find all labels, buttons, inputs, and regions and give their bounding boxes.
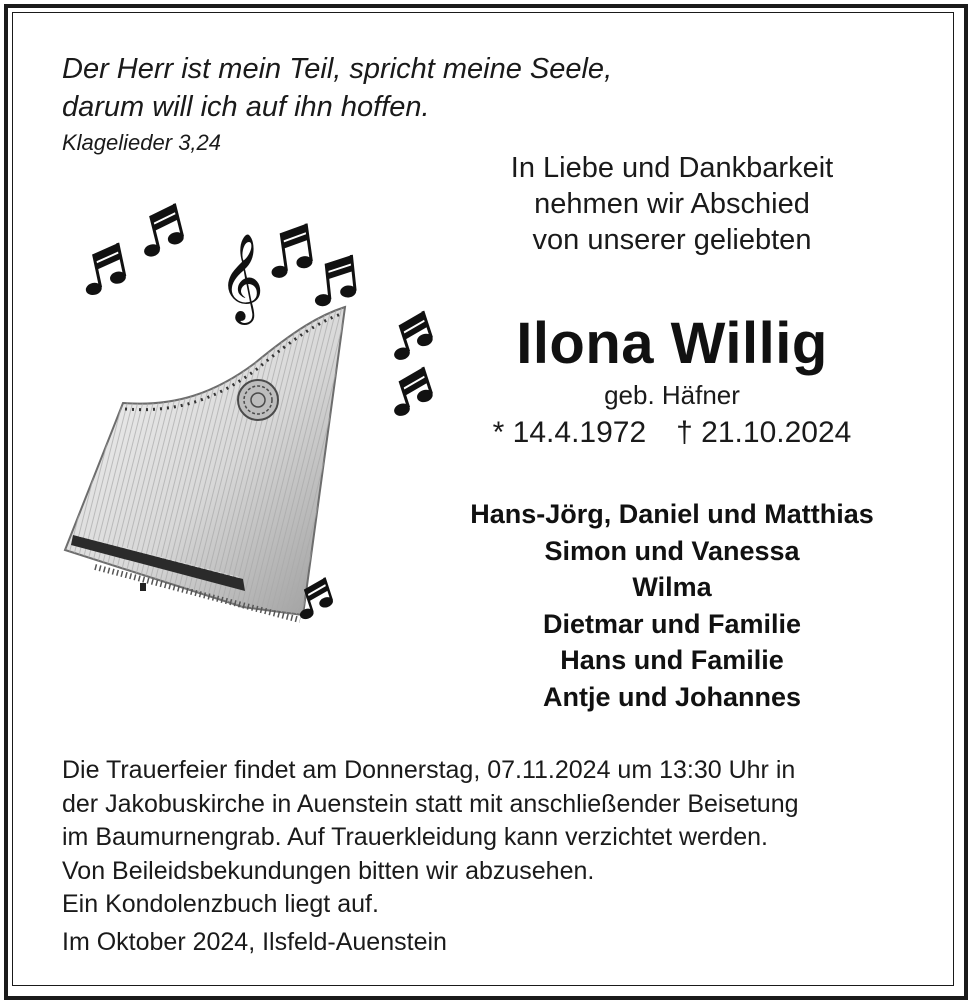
mourners-list: [400, 496, 944, 715]
notice-line: der Jakobuskirche in Auenstein statt mit anschließender Beisetung: [62, 789, 799, 818]
intro-line: nehmen wir Abschied: [534, 188, 810, 220]
mourner-entry: Hans-Jörg, Daniel und Matthias: [470, 499, 874, 529]
life-dates: [440, 416, 904, 450]
svg-text:𝄞: 𝄞: [219, 232, 264, 321]
maiden-name: geb. Häfner: [604, 380, 740, 410]
deceased-name: Ilona Willig: [516, 311, 828, 376]
mourner-entry: Antje und Johannes: [542, 681, 802, 712]
intro-text: [440, 150, 904, 258]
verse-line: darum will ich auf ihn hoffen.: [62, 91, 430, 123]
mourner-entry: Simon und Vanessa: [544, 535, 800, 566]
zither-body: [65, 307, 345, 620]
music-note-icon: [311, 255, 358, 307]
intro-line: von unserer geliebten: [532, 224, 812, 256]
mourner-entry: Wilma: [632, 572, 712, 602]
closing-line: Im Oktober 2024, Ilsfeld-Auenstein: [62, 928, 447, 956]
notice-line: im Baumurnengrab. Auf Trauerkleidung kann verzichtet werden.: [62, 823, 768, 851]
intro-line: In Liebe und Dankbarkeit: [510, 152, 834, 184]
mourner-entry: Hans und Familie: [560, 645, 784, 675]
verse-line: Der Herr ist mein Teil, spricht meine Seele,: [62, 53, 613, 85]
treble-clef-icon: [219, 232, 264, 325]
music-note-icon: [384, 367, 436, 418]
funeral-notice: [62, 754, 799, 922]
mourner-entry: Dietmar und Familie: [542, 608, 802, 639]
notice-line: Ein Kondolenzbuch liegt auf.: [62, 890, 379, 918]
death-date: † 21.10.2024: [676, 416, 852, 449]
birth-date: * 14.4.1972: [492, 416, 647, 449]
music-note-icon: [78, 243, 129, 297]
music-note-icon: [135, 203, 187, 258]
zither-with-music-notes-icon: [55, 195, 455, 635]
notice-line: Von Beileidsbekundungen bitten wir abzusehen.: [62, 856, 595, 885]
music-note-icon: [384, 311, 436, 362]
bible-verse: [62, 50, 612, 126]
music-note-icon: [265, 223, 314, 278]
notice-line: Die Trauerfeier findet am Donnerstag, 07.11.2024 um 13:30 Uhr in: [62, 756, 796, 784]
verse-reference: Klagelieder 3,24: [62, 130, 222, 155]
